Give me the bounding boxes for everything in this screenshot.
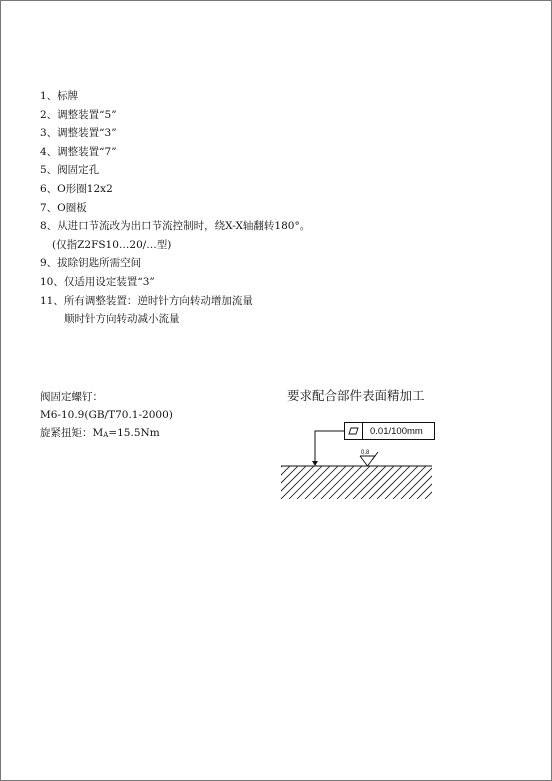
note-item: 11、所有调整装置：逆时针方向转动增加流量 — [40, 294, 253, 307]
leader-arrow — [312, 461, 318, 466]
flatness-icon — [345, 423, 363, 439]
roughness-symbol — [360, 456, 375, 466]
tolerance-value: 0.01/100mm — [370, 425, 423, 437]
leader-line — [315, 431, 344, 462]
surface-hatching — [279, 466, 439, 499]
screw-spec-block — [40, 388, 260, 444]
tolerance-frame — [344, 422, 435, 440]
roughness-value: 0.8 — [361, 450, 370, 456]
note-item: 6、O形圈12x2 — [40, 182, 113, 195]
note-item: 3、调整装置“3” — [40, 127, 117, 140]
machining-title: 要求配合部件表面精加工 — [287, 388, 425, 403]
note-item: 10、仅适用设定装置“3” — [40, 275, 155, 288]
note-item: 5、阀固定孔 — [40, 164, 100, 177]
screw-torque — [40, 424, 260, 444]
note-item-continuation: 顺时针方向转动减小流量 — [64, 313, 180, 326]
note-item: 7、O圈板 — [40, 201, 87, 214]
note-item: 9、拔除钥匙所需空间 — [40, 257, 142, 270]
screw-spec: M6-10.9(GB/T70.1-2000) — [40, 409, 173, 421]
torque-prefix: 旋紧扭矩：M — [40, 427, 104, 439]
torque-value: =15.5Nm — [108, 427, 160, 439]
notes-list — [40, 87, 490, 329]
torque-subscript: A — [103, 431, 109, 439]
note-item: 1、标牌 — [40, 90, 79, 102]
note-item: 4、调整装置“7” — [40, 145, 117, 158]
screw-label: 阀固定螺钉： — [40, 391, 103, 403]
note-item-continuation: (仅指Z2FS10…20/…型) — [52, 238, 172, 251]
note-item: 2、调整装置“5” — [40, 108, 117, 121]
note-item: 8、从进口节流改为出口节流控制时，绕X-X轴翻转180°。 — [40, 220, 311, 233]
